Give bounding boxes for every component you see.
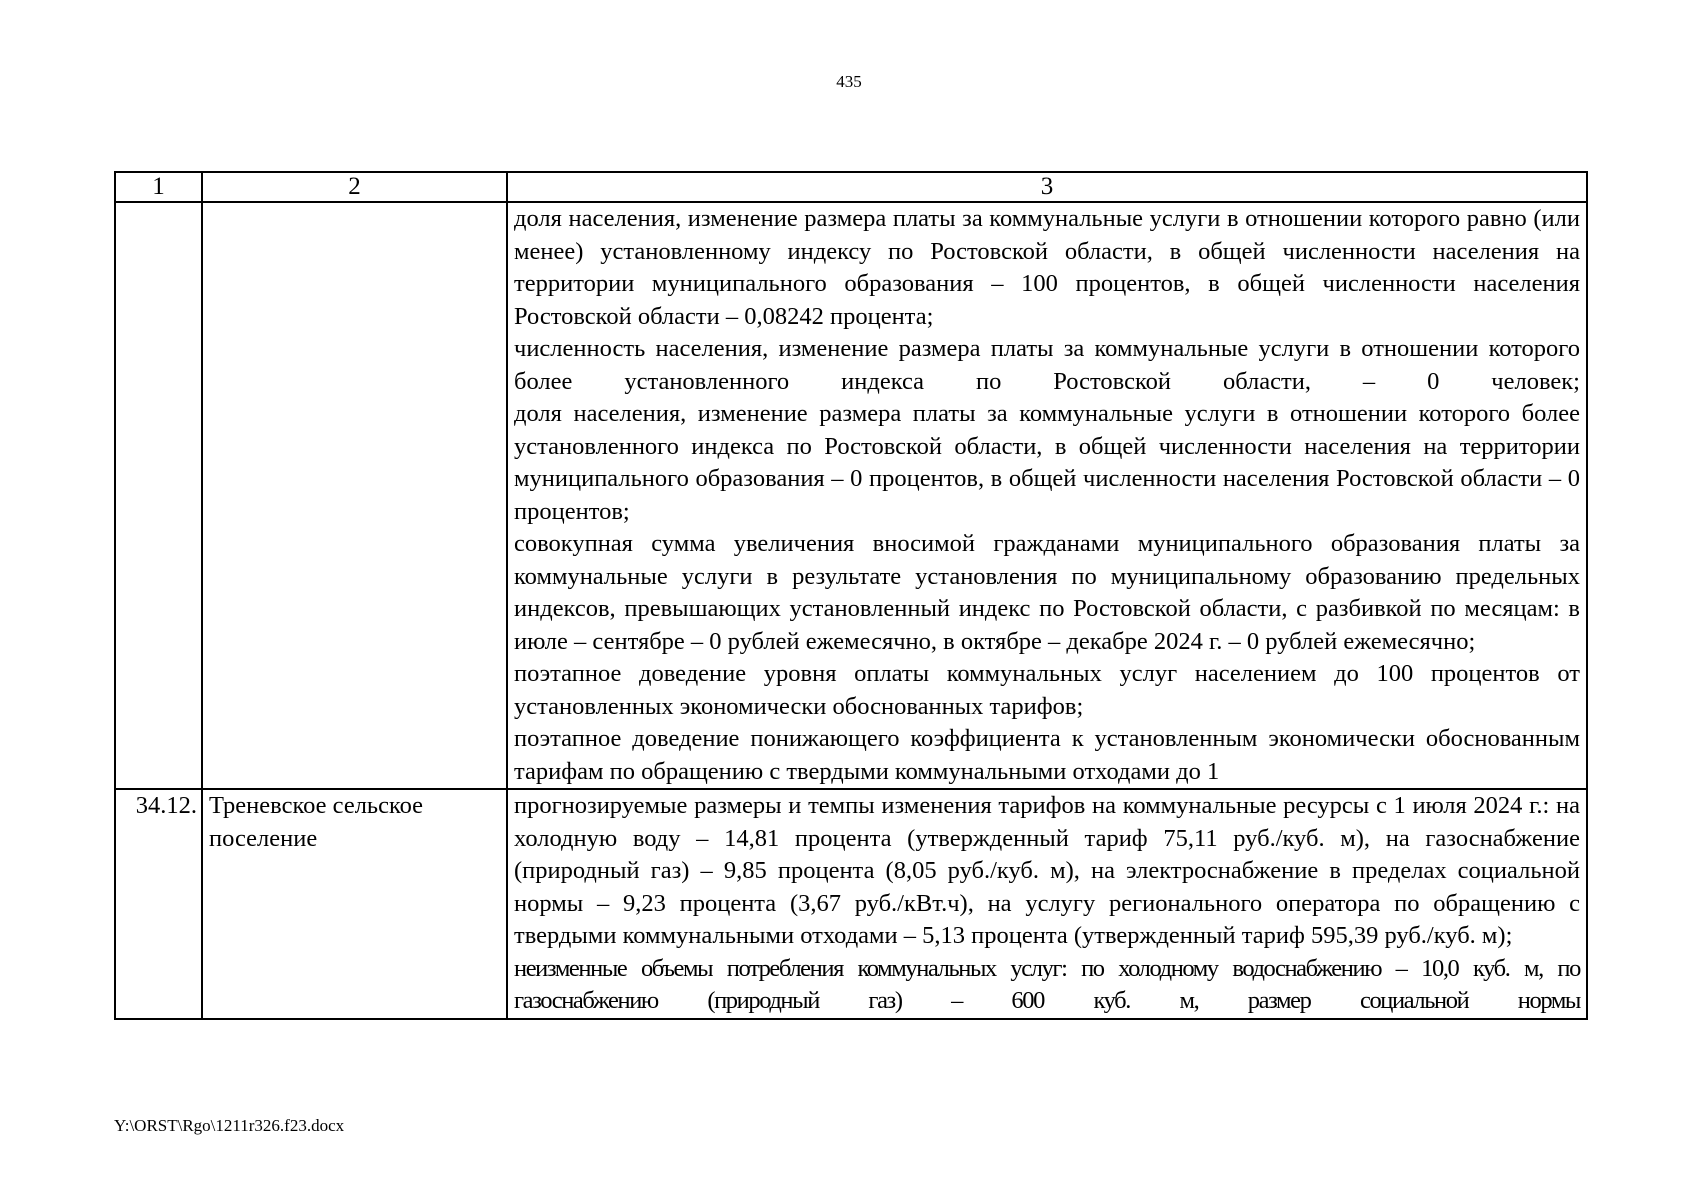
table-header-row (115, 172, 1587, 202)
paragraph-total-increase: совокупная сумма увеличения вносимой гражданами муниципального образования платы за коммунальные услуги в результате установления по муниципальному образованию предельных индексов, превышающих установленный индекс по Ростовской области, с разбивкой по месяцам: в июле – сентябре – 0 рублей ежемесячно, в октябре – декабре 2024 г. – 0 рублей ежемесячно; (514, 530, 1580, 655)
page-number: 435 (836, 72, 862, 91)
paragraph-consumption-volumes: неизменные объемы потребления коммунальных услуг: по холодному водоснабжению – 10,0 куб. м, по газоснабжению (природный газ) – 600 куб. м, размер социальной нормы (514, 954, 1580, 1014)
tariff-table (114, 171, 1588, 1020)
paragraph-count-above-index: численность населения, изменение размера платы за коммунальные услуги в отношении которого более установленного индекса по Ростовской области, – 0 человек; (514, 335, 1580, 395)
column-header-3: 3 (507, 172, 1587, 202)
column-header-2: 2 (202, 172, 507, 202)
file-path-footer: Y:\ORST\Rgo\1211r326.f23.docx (114, 1116, 345, 1135)
row-number: 34.12. (115, 789, 202, 1019)
column-header-1: 1 (115, 172, 202, 202)
paragraph-share-within-index: доля населения, изменение размера платы за коммунальные услуги в отношении которого равно (или менее) установленному индексу по Ростовской области, в общей численности населения на территории муниципального образования – 100 процентов, в общей численности населения Ростовской области – 0,08242 процента; (514, 205, 1580, 330)
paragraph-tariff-forecast: прогнозируемые размеры и темпы изменения тарифов на коммунальные ресурсы с 1 июля 2024 г.: на холодную воду – 14,81 процента (утвержденный тариф 75,11 руб./куб. м), на газоснабжение (природный газ) – 9,85 процента (8,05 руб./куб. м), на электроснабжение в пределах социальной нормы – 9,23 процента (3,67 руб./кВт.ч), на услугу регионального оператора по обращению с твердыми коммунальными отходами – 5,13 процента (утвержденный тариф 595,39 руб./куб. м); (514, 792, 1580, 949)
paragraph-reduction-coefficient: поэтапное доведение понижающего коэффициента к установленным экономически обоснованным тарифам по обращению с твердыми коммунальными отходами до 1 (514, 725, 1580, 785)
row-number-cell-empty (115, 202, 202, 789)
paragraph-payment-level: поэтапное доведение уровня оплаты коммунальных услуг населением до 100 процентов от установленных экономически обоснованных тарифов; (514, 660, 1580, 720)
paragraph-share-above-index: доля населения, изменение размера платы за коммунальные услуги в отношении которого более установленного индекса по Ростовской области, в общей численности населения на территории муниципального образования – 0 процентов, в общей численности населения Ростовской области – 0 процентов; (514, 400, 1580, 525)
description-cell (507, 789, 1587, 1019)
table-row-continued (115, 202, 1587, 789)
table-row (115, 789, 1587, 1019)
settlement-name: Треневское сельское поселение (202, 789, 507, 1019)
settlement-cell-empty (202, 202, 507, 789)
description-cell (507, 202, 1587, 789)
